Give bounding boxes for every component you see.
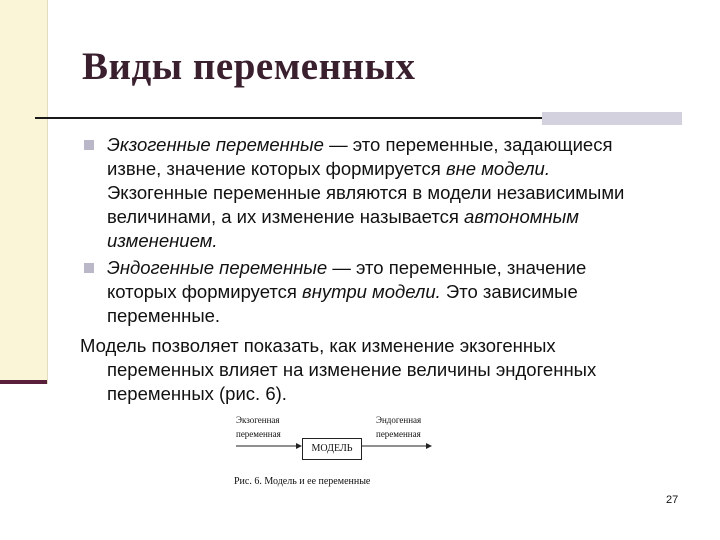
paragraph-line-1: Модель позволяет показать, как изменение экзогенных xyxy=(80,335,556,356)
left-decor-bar xyxy=(0,0,48,384)
figure-caption: Рис. 6. Модель и ее переменные xyxy=(234,476,371,487)
model-box: МОДЕЛЬ xyxy=(302,438,362,460)
slide-title: Виды переменных xyxy=(82,45,416,88)
paragraph-line-2: переменных влияет на изменение величины эндогенных xyxy=(107,359,597,380)
endogenous-label-1: Эндогенная xyxy=(376,415,422,425)
bullet-1-line-5: изменением. xyxy=(107,230,218,251)
bullet-2-line-2: которых формируется внутри модели. Это зависимые xyxy=(107,281,578,302)
exogenous-label-2: переменная xyxy=(236,429,281,439)
bullet-1-line-3: Экзогенные переменные являются в модели независимыми xyxy=(107,182,625,203)
bullet-marker xyxy=(84,140,94,150)
bullet-1-line-1: Экзогенные переменные — это переменные, задающиеся xyxy=(107,134,613,155)
bullet-2-term: Эндогенные переменные xyxy=(107,257,328,278)
paragraph-line-3: переменных (рис. 6). xyxy=(107,383,287,404)
title-accent-box xyxy=(542,112,682,125)
bullet-2-line-3: переменные. xyxy=(107,305,221,326)
bullet-1-line-2: извне, значение которых формируется вне модели. xyxy=(107,158,550,179)
left-decor-bar-accent xyxy=(0,380,47,384)
bullet-1-line-4: величинами, а их изменение называется автономным xyxy=(107,206,579,227)
model-figure xyxy=(230,410,440,495)
bullet-1-term: Экзогенные переменные xyxy=(107,134,324,155)
bullet-2-line-1: Эндогенные переменные — это переменные, значение xyxy=(107,257,587,278)
exogenous-label-1: Экзогенная xyxy=(236,415,280,425)
page-number: 27 xyxy=(666,494,679,506)
endogenous-label-2: переменная xyxy=(376,429,421,439)
bullet-marker xyxy=(84,263,94,273)
